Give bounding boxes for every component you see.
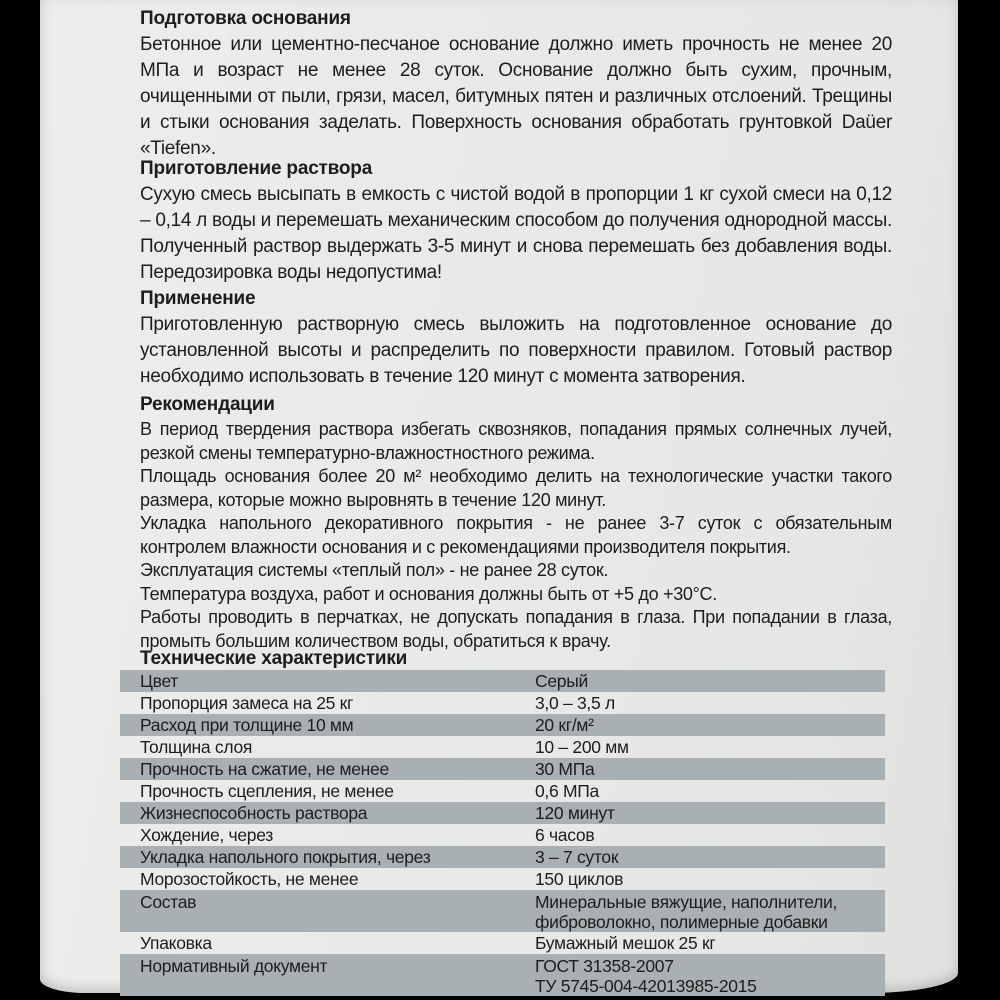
spec-value-line: ТУ 5745-004-42013985-2015 — [535, 976, 757, 996]
spec-label: Толщина слоя — [140, 737, 253, 757]
spec-row-packaging — [120, 932, 885, 954]
spec-row-composition — [120, 890, 885, 932]
specs-heading: Технические характеристики — [140, 648, 408, 669]
spec-row-normative-document — [120, 954, 885, 996]
spec-value — [535, 891, 885, 932]
spec-label: Упаковка — [140, 933, 212, 953]
spec-row-layer-thickness — [120, 736, 885, 758]
spec-value: 150 циклов — [535, 869, 624, 889]
spec-label: Хождение, через — [140, 825, 274, 845]
spec-value-line: фиброволокно, полимерные добавки — [535, 912, 828, 932]
spec-value — [535, 955, 885, 996]
spec-value: 30 МПа — [535, 759, 595, 779]
section-heading: Приготовление раствора — [140, 158, 373, 179]
section-heading: Подготовка основания — [140, 8, 351, 29]
spec-label: Жизнеспособность раствора — [140, 803, 368, 823]
specs-table — [120, 670, 885, 996]
spec-value: Серый — [535, 671, 588, 691]
spec-value: 10 – 200 мм — [535, 737, 629, 757]
spec-row-flooring-after — [120, 846, 885, 868]
label-sheet — [40, 0, 958, 996]
spec-row-compressive-strength — [120, 758, 885, 780]
section-paragraph: Эксплуатация системы «теплый пол» - не ранее 28 суток. — [140, 560, 609, 580]
spec-value: 3 – 7 суток — [535, 847, 619, 867]
spec-label: Пропорция замеса на 25 кг — [140, 693, 354, 713]
spec-label: Расход при толщине 10 мм — [140, 715, 354, 735]
spec-value: 6 часов — [535, 825, 595, 845]
section-application — [140, 286, 892, 390]
section-mortar-preparation — [140, 156, 892, 286]
section-paragraph: Приготовленную растворную смесь выложить на подготовленное основание до установленной высоты и распределить по поверхности правилом. Готовый раствор необходимо использовать в течение 120 минут с момента затворения. — [140, 314, 892, 387]
spec-row-consumption — [120, 714, 885, 736]
section-heading: Рекомендации — [140, 394, 275, 415]
spec-row-frost-resistance — [120, 868, 885, 890]
section-paragraph: Температура воздуха, работ и основания должны быть от +5 до +30°С. — [140, 583, 717, 604]
section-paragraph: Работы проводить в перчатках, не допускать попадания в глаза. При попадании в глаза, промыть большим количеством воды, обратиться к врачу. — [140, 607, 892, 651]
spec-value: 20 кг/м² — [535, 715, 594, 735]
spec-label: Состав — [140, 892, 197, 912]
spec-row-walkable-after — [120, 824, 885, 846]
spec-label: Прочность сцепления, не менее — [140, 781, 394, 801]
section-paragraph: Сухую смесь высыпать в емкость с чистой водой в пропорции 1 кг сухой смеси на 0,12 – 0,14 л воды и перемешать механическим способом до получения однородной массы. Полученный раствор выдержать 3-5 минут и снова перемешать без добавления воды. Передозировка воды недопустима! — [140, 184, 892, 283]
spec-value-line: ГОСТ 31358-2007 — [535, 956, 674, 976]
section-recommendations — [140, 392, 892, 653]
spec-row-color — [120, 670, 885, 692]
spec-value-line: Минеральные вяжущие, наполнители, — [535, 892, 838, 912]
spec-row-adhesion-strength — [120, 780, 885, 802]
section-paragraph: Бетонное или цементно-песчаное основание должно иметь прочность не менее 20 МПа и возраст не менее 28 суток. Основание должно быть сухим, прочным, очищенными от пыли, грязи, масел, битумных пятен и различных отслоений. Трещины и стыки основания заделать. Поверхность основания обработать грунтовкой Daüer «Tiefen». — [140, 34, 892, 159]
section-paragraph: Укладка напольного декоративного покрытия - не ранее 3-7 суток с обязательным контролем влажности основания и с рекомендациями производителя покрытия. — [140, 513, 892, 557]
spec-value: Бумажный мешок 25 кг — [535, 933, 716, 953]
spec-label: Прочность на сжатие, не менее — [140, 759, 389, 779]
spec-label: Нормативный документ — [140, 956, 328, 976]
spec-value: 3,0 – 3,5 л — [535, 693, 615, 713]
spec-row-pot-life — [120, 802, 885, 824]
section-heading: Применение — [140, 288, 256, 309]
section-substrate-preparation — [140, 6, 892, 162]
spec-label: Морозостойкость, не менее — [140, 869, 359, 889]
spec-label: Цвет — [140, 671, 179, 691]
section-paragraph: В период твердения раствора избегать сквозняков, попадания прямых солнечных лучей, резкой смены температурно-влажностностного режима. — [140, 419, 892, 463]
spec-value: 0,6 МПа — [535, 781, 599, 801]
spec-row-mix-proportion — [120, 692, 885, 714]
spec-label: Укладка напольного покрытия, через — [140, 847, 431, 867]
spec-value: 120 минут — [535, 803, 615, 823]
section-paragraph: Площадь основания более 20 м² необходимо делить на технологические участки такого размера, которые можно выровнять в течение 120 минут. — [140, 466, 892, 510]
